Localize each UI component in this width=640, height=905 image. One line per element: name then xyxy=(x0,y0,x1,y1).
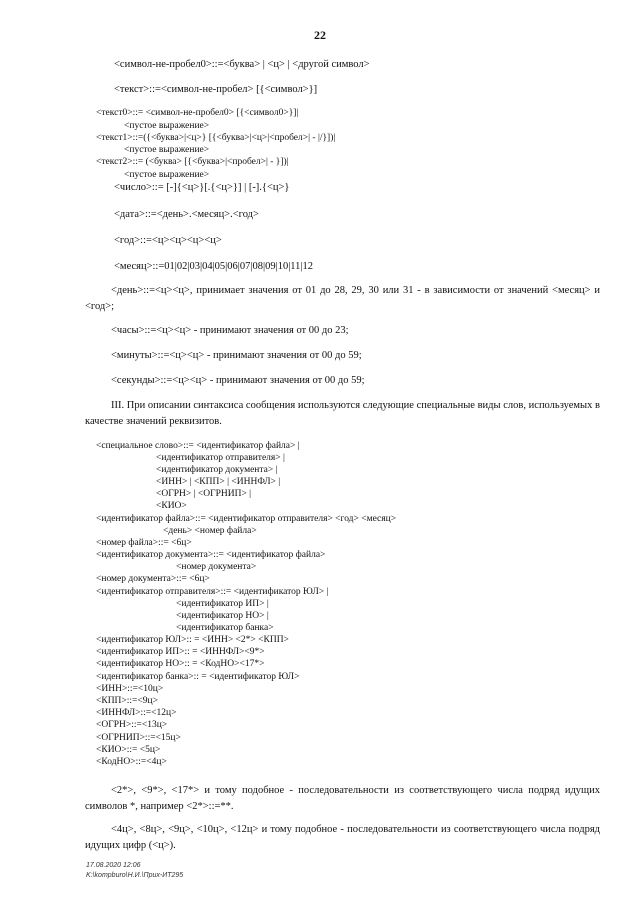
grammar-line: <пустое выражение> xyxy=(124,145,210,155)
paragraph-hours: <часы>::=<ц><ц> - принимают значения от 00 до 23; xyxy=(111,325,349,336)
grammar-line: <число>::= [-]{<ц>}[.{<ц>}] | [-].{<ц>} xyxy=(114,182,290,193)
special-line: <идентификатор отправителя>::= <идентификатор ЮЛ> | xyxy=(96,587,329,597)
grammar-line: <символ-не-пробел0>::=<буква> | <ц> | <другой символ> xyxy=(114,59,370,70)
section-iii-paragraph: III. При описании синтаксиса сообщения используются следующие специальные виды слов, используемых в качестве значений реквизитов. xyxy=(85,400,600,428)
special-line: <идентификатор банка>:: = <идентификатор ЮЛ> xyxy=(96,672,300,682)
grammar-line: <текст0>::= <символ-не-пробел0> [{<символ0>}]| xyxy=(96,108,299,118)
paragraph-minutes: <минуты>::=<ц><ц> - принимают значения от 00 до 59; xyxy=(111,350,362,361)
footer-date: 17.08.2020 12:06 xyxy=(86,862,141,869)
special-line: <ОГРН> | <ОГРНИП> | xyxy=(156,489,252,499)
special-line: <идентификатор банка> xyxy=(176,623,274,633)
special-line: <ИННФЛ>::=<12ц> xyxy=(96,708,177,718)
special-line: <идентификатор документа>::= <идентификатор файла> xyxy=(96,550,326,560)
special-line: <номер файла>::= <6ц> xyxy=(96,538,192,548)
grammar-line: <текст2>::= (<буква> [{<буква>|<пробел>| - }])| xyxy=(96,157,289,167)
special-line: <КИО> xyxy=(156,501,187,511)
footer-path: K:\kompburo\Н.И.\Приx-ИТ295 xyxy=(86,872,184,879)
special-line: <идентификатор отправителя> | xyxy=(156,453,285,463)
grammar-line: <дата>::=<день>.<месяц>.<год> xyxy=(114,209,259,220)
special-line: <КодНО>::=<4ц> xyxy=(96,757,167,767)
special-line: <ИНН>::=<10ц> xyxy=(96,684,164,694)
special-line: <КИО>::= <5ц> xyxy=(96,745,161,755)
paragraph-seconds: <секунды>::=<ц><ц> - принимают значения от 00 до 59; xyxy=(111,375,365,386)
special-line: <идентификатор документа> | xyxy=(156,465,278,475)
grammar-line: <пустое выражение> xyxy=(124,121,210,131)
paragraph-digit-sequences: <4ц>, <8ц>, <9ц>, <10ц>, <12ц> и тому подобное - последовательности из соответствующего числа подряд идущих цифр (<ц>). xyxy=(85,824,600,852)
special-line: <идентификатор ИП>:: = <ИННФЛ><9*> xyxy=(96,647,265,657)
grammar-line: <месяц>::=01|02|03|04|05|06|07|08|09|10|11|12 xyxy=(114,261,314,272)
grammar-line: <текст1>::=({<буква>|<ц>} [{<буква>|<ц>|<пробел>| - |/}])| xyxy=(96,133,336,143)
special-line: <идентификатор ЮЛ>:: = <ИНН> <2*> <КПП> xyxy=(96,635,289,645)
grammar-line: <год>::=<ц><ц><ц><ц> xyxy=(114,235,222,246)
grammar-line: <пустое выражение> xyxy=(124,170,210,180)
special-line: <ИНН> | <КПП> | <ИННФЛ> | xyxy=(156,477,281,487)
special-line: <идентификатор НО>:: = <КодНО><17*> xyxy=(96,659,265,669)
special-line: <ОГРНИП>::=<15ц> xyxy=(96,733,181,743)
special-line: <идентификатор ИП> | xyxy=(176,599,269,609)
paragraph-day: <день>::=<ц><ц>, принимает значения от 01 до 28, 29, 30 или 31 - в зависимости от значений <месяц> и <год>; xyxy=(85,285,600,313)
paragraph-star-sequences: <2*>, <9*>, <17*> и тому подобное - последовательности из соответствующего числа подряд идущих символов *, например <2*>::=**. xyxy=(85,785,600,813)
grammar-line: <текст>::=<символ-не-пробел> [{<символ>}] xyxy=(114,84,318,95)
special-line: <идентификатор файла>::= <идентификатор отправителя> <год> <месяц> xyxy=(96,514,397,524)
special-line: <КПП>::=<9ц> xyxy=(96,696,158,706)
special-line: <номер документа>::= <6ц> xyxy=(96,574,210,584)
special-line: <ОГРН>::=<13ц> xyxy=(96,720,168,730)
special-line: <специальное слово>::= <идентификатор файла> | xyxy=(96,441,300,451)
special-line: <день> <номер файла> xyxy=(163,526,257,536)
special-line: <номер документа> xyxy=(176,562,257,572)
page-number: 22 xyxy=(314,28,326,42)
special-line: <идентификатор НО> | xyxy=(176,611,269,621)
